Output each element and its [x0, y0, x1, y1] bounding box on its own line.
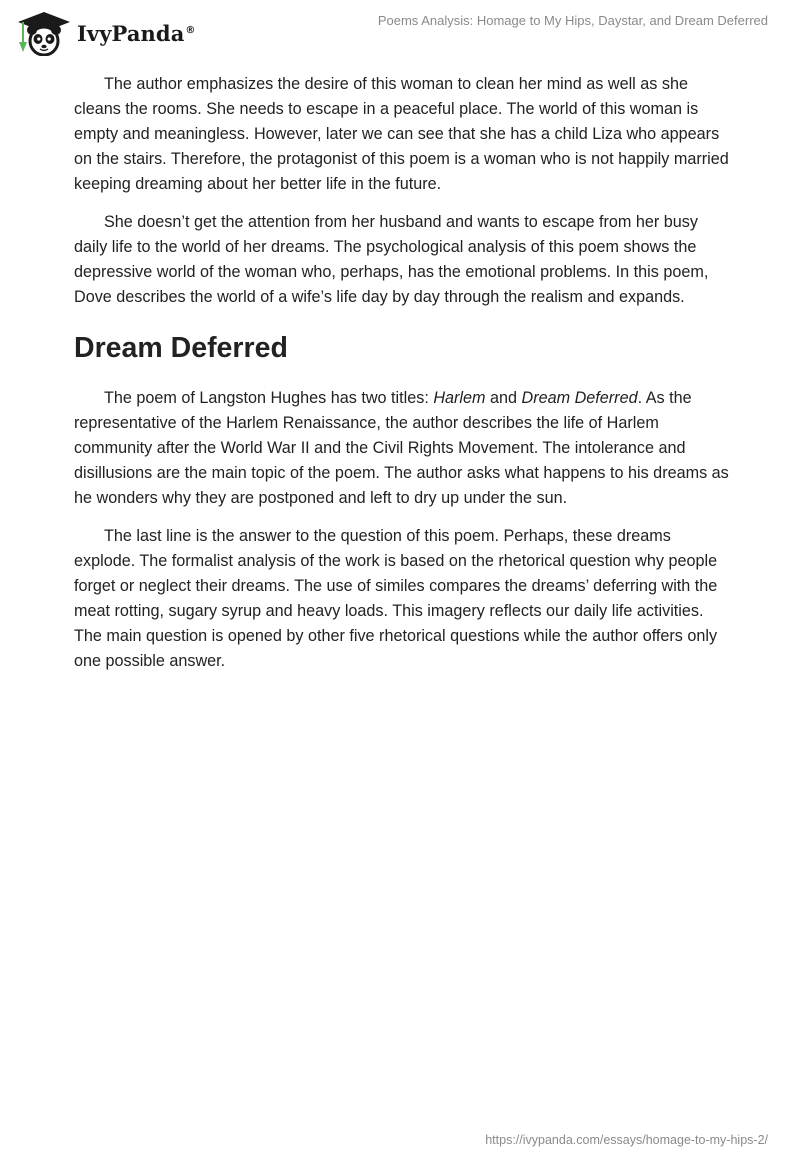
paragraph-text: . As the representative of the Harlem Renaissance, the author describes the life of Harlem community after the World War II and the Civil Rights Movement. The intolerance and disillusions are the main topic of the poem. The author asks what happens to his dreams as he wonders why they are postponed and left to dry up under the sun. [74, 389, 729, 507]
ivypanda-logo[interactable] [14, 8, 196, 56]
paragraph [74, 386, 734, 511]
paragraph: She doesn’t get the attention from her husband and wants to escape from her busy daily life to the world of her dreams. The psychological analysis of this poem shows the depressive world of the woman who, perhaps, has the emotional problems. In this poem, Dove describes the world of a wife’s life day by day through the realism and expands. [74, 213, 709, 306]
footer-url-link[interactable]: https://ivypanda.com/essays/homage-to-my-hips-2/ [485, 1133, 768, 1147]
paragraph: The author emphasizes the desire of this woman to clean her mind as well as she cleans the rooms. She needs to escape in a peaceful place. The world of this woman is empty and meaningless. However, later we can see that she has a child Liza who appears on the stairs. Therefore, the protagonist of this poem is a woman who is not happily married keeping dreaming about her better life in the future. [74, 75, 729, 193]
logo-wordmark [77, 21, 196, 46]
section-heading: Dream Deferred [74, 332, 288, 364]
poem-title: Dream Deferred [521, 389, 638, 407]
paragraph: The last line is the answer to the question of this poem. Perhaps, these dreams explode. The formalist analysis of the work is based on the rhetorical question why people forget or neglect their dreams. The use of similes compares the dreams’ deferring with the meat rotting, sugary syrup and heavy loads. This imagery reflects our daily life activities. The main question is opened by other five rhetorical questions while the author offers only one possible answer. [74, 527, 718, 670]
registered-mark: ® [185, 24, 196, 36]
poem-title: Harlem [433, 389, 486, 407]
panda-graduate-icon [14, 8, 76, 56]
document-title: Poems Analysis: Homage to My Hips, Daystar, and Dream Deferred [377, 13, 768, 28]
paragraph-text: The poem of Langston Hughes has two titles: [104, 389, 434, 407]
logo-brand-text: IvyPanda [77, 20, 185, 46]
paragraph-text: and [485, 389, 522, 407]
essay-body [74, 72, 734, 687]
page-header [0, 0, 800, 60]
